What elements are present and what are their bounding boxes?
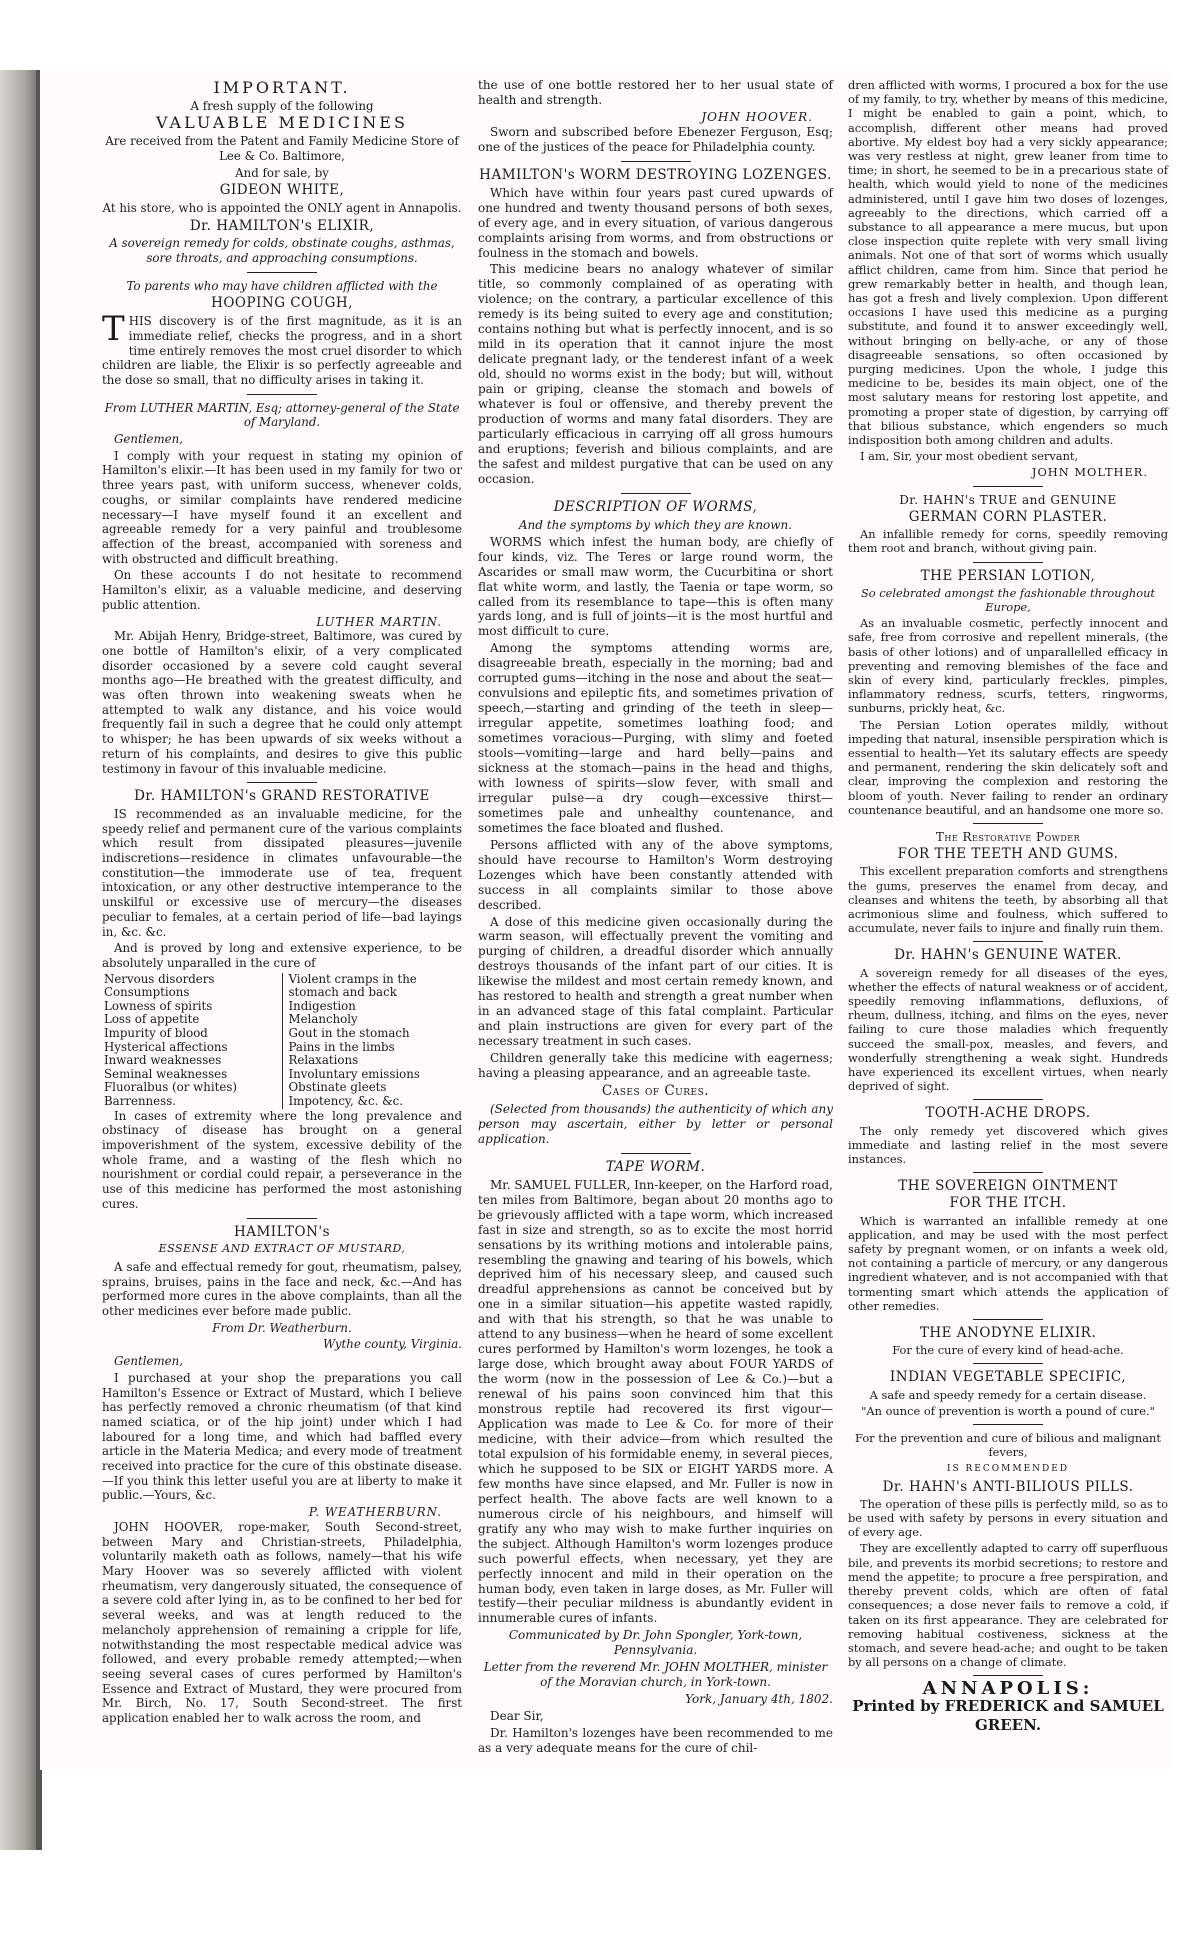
intro-line: And for sale, by <box>235 165 329 180</box>
body-paragraph: This medicine bears no analogy whatever of similar title, so commonly complained of as operating with violence; on the contrary, a particular excellence of this remedy is its being suited to every age and constitution; contains nothing but what is perfectly innocent, and is so mild in its operation that it cannot injure the most delicate pregnant lady, or the tenderest infant of a week old, should no worms exist in the body; but will, without pain or griping, cleanse the stomach and bowels of whatever is foul or offensive, and thereby prevent the production of worms and many fatal disorders. They are particularly efficacious in carrying off all gross humours and eruptions; feverish and bilious complaints, and are the safest and mildest purgative that can be used on any occasion. <box>478 262 833 486</box>
intro-line: At his store, who is appointed the ONLY agent in Annapolis. <box>102 200 462 215</box>
worm-lozenges-title: HAMILTON's WORM DESTROYING LOZENGES. <box>479 166 832 183</box>
table-row: Fluoralbus (or whites) Obstinate gleets <box>102 1081 462 1095</box>
body-paragraph: dren afflicted with worms, I procured a box for the use of my family, to try, whether by means of this medicine, I might be enabled to gain a point, which, to accomplish, different other means had proved abortive. My eldest boy had a very sickly appearance; was very restless at night, grew leaner from time to time; in short, he seemed to be in a precarious state of health, which would yield to none of the medicines administered, until I gave him two doses of lozenges, agreeably to the directions, which carried off a substance to all appearance a mere mucus, but upon close inspection quite replete with very small living animals. Not one of that sort of worms which usually afflict children, came from him. Since that period he grew remarkably better in health, and though lean, has got a fresh and lively complexion. Upon different occasions I have used this medicine as a purging substitute, and found it to answer exceedingly well, without bringing on belly-ache, or any of those disagreeable sensations, so often occasioned by purging medicines. Upon the whole, I judge this medicine to be, besides its main object, one of the most salutary means for restoring lost appetite, and promoting a proper state of digestion, by carrying off that bilious substance, which engenders so much indisposition both among children and adults. <box>848 78 1168 448</box>
body-paragraph: They are excellently adapted to carry off superfluous bile, and prevents its morbid secretions; to restore and mend the appetite; to procure a free perspiration, and thereby prevent colds, which are often of fatal consequences; a dose never fails to remove a cold, if taken on its first appearance. They are celebrated for removing habitual costiveness, sickness at the stomach, and severe head-ache; and ought to be taken by all persons on a change of climate. <box>848 1541 1168 1670</box>
ointment-title-1: THE SOVEREIGN OINTMENT <box>898 1178 1118 1195</box>
column-1 <box>102 78 462 1728</box>
body-paragraph: WORMS which infest the human body, are chiefly of four kinds, viz. The Teres or large round worm, the Ascarides or small maw worm, the Cucurbitina or short flat white worm, and lastly, the Taenia or tape worm, so called from its resemblance to tape—this is often many yards long, and is full of joints—it is the most hurtful and most difficult to cure. <box>478 534 833 639</box>
headline-important: IMPORTANT. <box>213 78 351 97</box>
table-row: Impurity of blood Gout in the stomach <box>102 1027 462 1041</box>
table-row: Lowness of spirits Indigestion <box>102 1000 462 1014</box>
discovery-text: HIS discovery is of the first magnitude, as it is an immediate relief, checks the progress, and in a short time entirely removes the most cruel disorder to which children are liable, the Elixir is so perfectly agreeable and the dose so small, that no difficulty arises in taking it. <box>102 314 462 387</box>
description-title: DESCRIPTION OF WORMS, <box>553 498 758 515</box>
corn-title-2: GERMAN CORN PLASTER. <box>908 508 1108 525</box>
communicated-line: Communicated by Dr. John Spongler, York-town, Pennsylvania. <box>508 1628 803 1658</box>
body-paragraph: IS recommended as an invaluable medicine, for the speedy relief and permanent cure of the various complaints which result from dissipated pleasures—juvenile indiscretions—residence in climates unfavourable—the constitution—the immoderate use of tea, frequent intoxication, or any other destructive intemperance to the unskilful or excessive use of mercury—the diseases peculiar to females, at a certain period of life—bad layings in, &c. &c. <box>102 806 462 939</box>
elixir-desc: A sovereign remedy for colds, obstinate coughs, asthmas, sore throats, and approaching consumptions. <box>109 236 455 266</box>
column-2 <box>478 78 833 1758</box>
body-paragraph: I comply with your request in stating my opinion of Hamilton's elixir.—It has been used in my family for two or three years past, with uniform success, whenever colds, coughs, or similar complaints have rendered medicine necessary—I have myself found it an excellent and agreeable remedy for a very painful and troublesome affection of the breast, accompanied with soreness and with obstructed and difficult breathing. <box>102 448 462 566</box>
parents-line: To parents who may have children afflicted with the <box>126 278 438 293</box>
cases-subtitle: (Selected from thousands) the authenticity of which any person may ascertain, either by letter or personal application. <box>478 1101 833 1146</box>
table-row: Nervous disorders Violent cramps in the <box>102 973 462 987</box>
body-paragraph: A dose of this medicine given occasionally during the warm season, will effectually prevent the vomiting and purging of children, a dreadful disorder which annually destroys thousands of the infant part of our cities. It is likewise the mildest and most certain remedy known, and has restored to health and strength a great number when in an advanced stage of this fatal complaint. Particular and plain instructions are given for every part of the necessary treatment in such cases. <box>478 914 833 1049</box>
discovery-paragraph <box>102 309 462 388</box>
body-paragraph: Persons afflicted with any of the above symptoms, should have recourse to Hamilton's Worm destroying Lozenges which have been constantly attended with success in all complaints similar to those above described. <box>478 837 833 912</box>
body-paragraph: Sworn and subscribed before Ebenezer Ferguson, Esq; one of the justices of the peace for Philadelphia county. <box>478 124 833 154</box>
indian-desc: A safe and speedy remedy for a certain disease. <box>869 1387 1147 1402</box>
salutation: Gentlemen, <box>114 432 184 447</box>
essence-title: HAMILTON's <box>233 1223 331 1240</box>
headline-medicines: VALUABLE MEDICINES <box>156 113 408 133</box>
from-weatherburn: From Dr. Weatherburn. <box>212 1320 352 1335</box>
restorative-title: Dr. HAMILTON's GRAND RESTORATIVE <box>134 788 430 805</box>
table-row: Inward weaknesses Relaxations <box>102 1054 462 1068</box>
indian-title: INDIAN VEGETABLE SPECIFIC, <box>889 1369 1127 1386</box>
body-paragraph: Children generally take this medicine with eagerness; having a pleasing appearance, and an agreeable taste. <box>478 1051 833 1081</box>
body-paragraph: Among the symptoms attending worms are, disagreeable breath, especially in the morning; bad and corrupted gums—itching in the nose and about the seat—convulsions and epileptic fits, and sometimes privation of speech,—starting and grinding of the teeth in sleep—irregular appetite, sometimes loathing food; and sometimes voracious—Purging, with slimy and foeted stools—vomiting—large and hard belly—pains and sickness at the stomach—pains in the head and thighs, with lowness of spirits—slow fever, with small and irregular pulse—a dry cough—excessive thirst—sometimes pale and unhealthy countenance, and sometimes the face bloated and flushed. <box>478 641 833 835</box>
divider <box>973 486 1043 487</box>
signature: LUTHER MARTIN. <box>316 614 442 629</box>
intro-line: Are received from the Patent and Family Medicine Store of Lee & Co. Baltimore, <box>105 134 459 163</box>
divider <box>973 1675 1043 1676</box>
divider <box>621 1153 691 1154</box>
corn-title-1: Dr. HAHN's TRUE and GENUINE <box>899 492 1117 507</box>
imprint-printers-2: GREEN. <box>974 1715 1042 1734</box>
table-row: Consumptions stomach and back <box>102 986 462 1000</box>
table-row: Barrenness. Impotency, &c. &c. <box>102 1095 462 1109</box>
body-paragraph: Mr. Abijah Henry, Bridge-street, Baltimore, was cured by one bottle of Hamilton's elixir, of a very complicated disorder occasioned by a severe cold caught several months ago—He breathed with the greatest difficulty, and was often thrown into weakening sweats when he attempted to walk any distance, and his voice would frequently fail in such a degree that he could only attempt to whisper; he has been upwards of six weeks without a return of his complaints, and desires to give this public testimony in favour of this invaluable medicine. <box>102 629 462 776</box>
divider <box>973 1099 1043 1100</box>
column-3 <box>848 78 1168 1735</box>
body-paragraph: Which is warranted an infallible remedy at one application, and may be used with the most perfect safety by pregnant women, or on infants a week old, not containing a particle of mercury, or any dangerous ingredient whatever, and is not accompanied with that tormenting smart which attends the application of other remedies. <box>848 1213 1168 1313</box>
intro-line: A fresh supply of the following <box>190 98 374 113</box>
body-paragraph: The Persian Lotion operates mildly, without impeding that natural, insensible perspiration which is essential to health—Yet its salutary effects are speedy and permanent, rendering the skin delicately soft and clear, improving the complexion and restoring the bloom of youth. Never failing to render an ordinary countenance beautiful, and an handsome one more so. <box>848 717 1168 817</box>
divider <box>973 941 1043 942</box>
body-paragraph: The operation of these pills is perfectly mild, so as to be used with safety by persons in every situation and of every age. <box>848 1496 1168 1540</box>
prevention-line: For the prevention and cure of bilious and malignant fevers, <box>855 1431 1161 1460</box>
body-paragraph: A sovereign remedy for all diseases of the eyes, whether the effects of natural weakness or of accident, speedily removing inflammations, defluxions, of rheum, dullness, itching, and films on the eyes, never failing to cure those maladies which frequently succeed the small-pox, measles, and fevers, and wonderfully strengthening a weak sight. Hundreds have experienced its excellent virtues, when nearly deprived of sight. <box>848 965 1168 1094</box>
imprint-city: ANNAPOLIS: <box>922 1678 1094 1700</box>
anodyne-title: THE ANODYNE ELIXIR. <box>919 1325 1097 1342</box>
body-paragraph: JOHN HOOVER, rope-maker, South Second-street, between Mary and Christian-streets, Philadelphia, voluntarily maketh oath as follows, namely—that his wife Mary Hoover was so severely afflicted with violent rheumatism, very dangerously situated, the consequence of a severe cold after lying in, as to be confined to her bed for several weeks, and was at length reduced to the melancholy apprehension of remaining a cripple for life, notwithstanding the most respectable medical advice was followed, and every probable remedy attempted;—when seeing several cases of cures performed by Hamilton's Essence and Extract of Mustard, they were procured from Mr. Birch, No. 17, South Second-street. The first application enabled her to walk across the room, and <box>102 1519 462 1726</box>
from-martin: From LUTHER MARTIN, Esq; attorney-general of the State of Maryland. <box>104 400 460 430</box>
divider <box>621 493 691 494</box>
body-paragraph: Which have within four years past cured upwards of one hundred and twenty thousand persons of both sexes, of every age, and in every situation, of various dangerous complaints arising from worms, and from obstructions or foulness in the stomach and bowels. <box>478 185 833 260</box>
divider <box>973 823 1043 824</box>
cases-title: Cases of Cures. <box>601 1083 710 1099</box>
signature: JOHN MOLTHER. <box>1031 465 1148 480</box>
signature: P. WEATHERBURN. <box>308 1505 442 1520</box>
indian-quote: "An ounce of prevention is worth a pound of cure." <box>861 1403 1155 1418</box>
divider <box>973 1363 1043 1364</box>
tooth-title: TOOTH-ACHE DROPS. <box>925 1105 1091 1122</box>
salutation: Dear Sir, <box>490 1709 544 1724</box>
persian-title: THE PERSIAN LOTION, <box>920 567 1096 584</box>
body-paragraph: A safe and effectual remedy for gout, rheumatism, palsey, sprains, bruises, pains in the face and neck, &c.—And has performed more cures in the above complaints, than all the other medicines ever before made public. <box>102 1259 462 1319</box>
letter-from: Letter from the reverend Mr. JOHN MOLTHER, minister of the Moravian church, in York-town. <box>483 1660 828 1690</box>
divider <box>247 394 317 395</box>
wythe-line: Wythe county, Virginia. <box>322 1337 462 1352</box>
recommended-line: IS RECOMMENDED <box>946 1464 1070 1475</box>
body-paragraph: the use of one bottle restored her to her usual state of health and strength. <box>478 78 833 107</box>
divider <box>247 272 317 273</box>
drop-cap: T <box>102 309 125 350</box>
divider <box>973 1319 1043 1320</box>
body-paragraph: On these accounts I do not hesitate to recommend Hamilton's elixir, as a valuable medicine, and deserving public attention. <box>102 568 462 612</box>
table-row: Hysterical affections Pains in the limbs <box>102 1041 462 1055</box>
seller-name: GIDEON WHITE, <box>219 182 345 199</box>
powder-title-1: The Restorative Powder <box>935 829 1081 844</box>
body-paragraph: In cases of extremity where the long prevalence and obstinacy of disease has brought on a general impoverishment of the system, excessive debility of the whole frame, and a wasting of the flesh which no nourishment or cordial could repair, a perseverance in the use of this medicine has performed the most astonishing cures. <box>102 1108 462 1211</box>
newspaper-page <box>40 70 1170 1770</box>
body-paragraph: An infallible remedy for corns, speedily removing them root and branch, without giving pain. <box>848 527 1168 556</box>
body-paragraph: This excellent preparation comforts and strengthens the gums, preserves the enamel from decay, and cleanses and whitens the teeth, by absorbing all that acrimonious slime and foulness, which suffered to accumulate, never fails to injure and finally ruin them. <box>848 864 1168 936</box>
divider <box>247 1218 317 1219</box>
divider <box>247 782 317 783</box>
body-paragraph: Mr. SAMUEL FULLER, Inn-keeper, on the Harford road, ten miles from Baltimore, began about 20 months ago to be grievously afflicted with a tape worm, which increased fast in size and strength, so as to excite the most horrid sensations by its writhing motions and intolerable pains, resembling the gnawing and tearing of his bowels, which deprived him of his necessary sleep, and caused such dreadful apprehensions as cannot be conceived but by one in a similar situation—his appetite wasted rapidly, and with that his strength, so that he was unable to attend to any business—when he heard of some excellent cures performed by Hamilton's worm lozenges, he took a large dose, which brought away about FOUR YARDS of the worm (now in the possession of Lee & Co.)—but a renewal of his pains soon convinced him that this monstrous reptile had recovered its first vigour—Application was made to Lee & Co. for more of their medicine, with their advice—from which resulted the total expulsion of his formidable enemy, in several pieces, which he supposed to be SIX or EIGHT YARDS more. A few months have since elapsed, and Mr. Fuller is now in perfect health. The above facts are well known to a numerous circle of his neighbours, and himself will gratify any who may wish to make further inquiries on the subject. Although Hamilton's worm lozenges produce such powerful effects, when necessary, yet they are perfectly innocent and mild in their operation on the human body, even taken in large doses, as Mr. Fuller will testify—their peculiar mildness is abundantly evident in innumerable cures of infants. <box>478 1177 833 1626</box>
salutation: Gentlemen, <box>114 1354 184 1369</box>
table-row: Loss of appetite Melancholy <box>102 1013 462 1027</box>
body-paragraph: Dr. Hamilton's lozenges have been recommended to me as a very adequate means for the cure of chil- <box>478 1726 833 1756</box>
divider <box>973 1172 1043 1173</box>
divider <box>973 562 1043 563</box>
essence-subtitle: ESSENSE AND EXTRACT OF MUSTARD, <box>158 1242 406 1256</box>
tape-worm-title: TAPE WORM. <box>605 1158 706 1175</box>
description-subtitle: And the symptoms by which they are known. <box>518 517 793 532</box>
pills-title: Dr. HAHN's ANTI-BILIOUS PILLS. <box>882 1478 1134 1495</box>
closing: I am, Sir, your most obedient servant, <box>860 449 1079 464</box>
divider <box>621 161 691 162</box>
divider <box>973 1424 1043 1425</box>
body-paragraph: As an invaluable cosmetic, perfectly innocent and safe, free from corrosive and repellent minerals, (the basis of other lotions) and of unparallelled efficacy in preventing and removing blemishes of the face and skin of every kind, particularly freckles, pimples, inflammatory redness, scurfs, tetters, ringworms, sunburns, prickly heat, &c. <box>848 616 1168 716</box>
table-row: Seminal weaknesses Involuntary emissions <box>102 1068 462 1082</box>
imprint-printers: Printed by FREDERICK and SAMUEL <box>852 1696 1164 1715</box>
signature: JOHN HOOVER. <box>701 109 813 124</box>
ailment-table <box>102 973 462 1109</box>
ointment-title-2: FOR THE ITCH. <box>949 1195 1067 1212</box>
body-paragraph: And is proved by long and extensive experience, to be absolutely unparalled in the cure of <box>102 941 462 970</box>
anodyne-desc: For the cure of every kind of head-ache. <box>892 1343 1124 1358</box>
powder-title-2: FOR THE TEETH AND GUMS. <box>897 846 1119 863</box>
letter-date: York, January 4th, 1802. <box>685 1692 833 1707</box>
water-title: Dr. HAHN's GENUINE WATER. <box>894 947 1122 964</box>
body-paragraph: The only remedy yet discovered which gives immediate and lasting relief in the most severe instances. <box>848 1123 1168 1167</box>
elixir-title: Dr. HAMILTON's ELIXIR, <box>189 217 375 234</box>
hooping-title: HOOPING COUGH, <box>211 295 353 312</box>
body-paragraph: I purchased at your shop the preparations you call Hamilton's Essence or Extract of Mustard, which I believe has perfectly removed a chronic rheumatism (of that kind named sciatica, or of the hip joint) under which I had laboured for a long time, and which had baffled every article in the Materia Medica; and every mode of treatment received into practice for the cure of this obstinate disease.—If you think this letter useful you are at liberty to make it public.—Yours, &c. <box>102 1370 462 1503</box>
persian-subtitle: So celebrated amongst the fashionable throughout Europe, <box>860 585 1155 614</box>
